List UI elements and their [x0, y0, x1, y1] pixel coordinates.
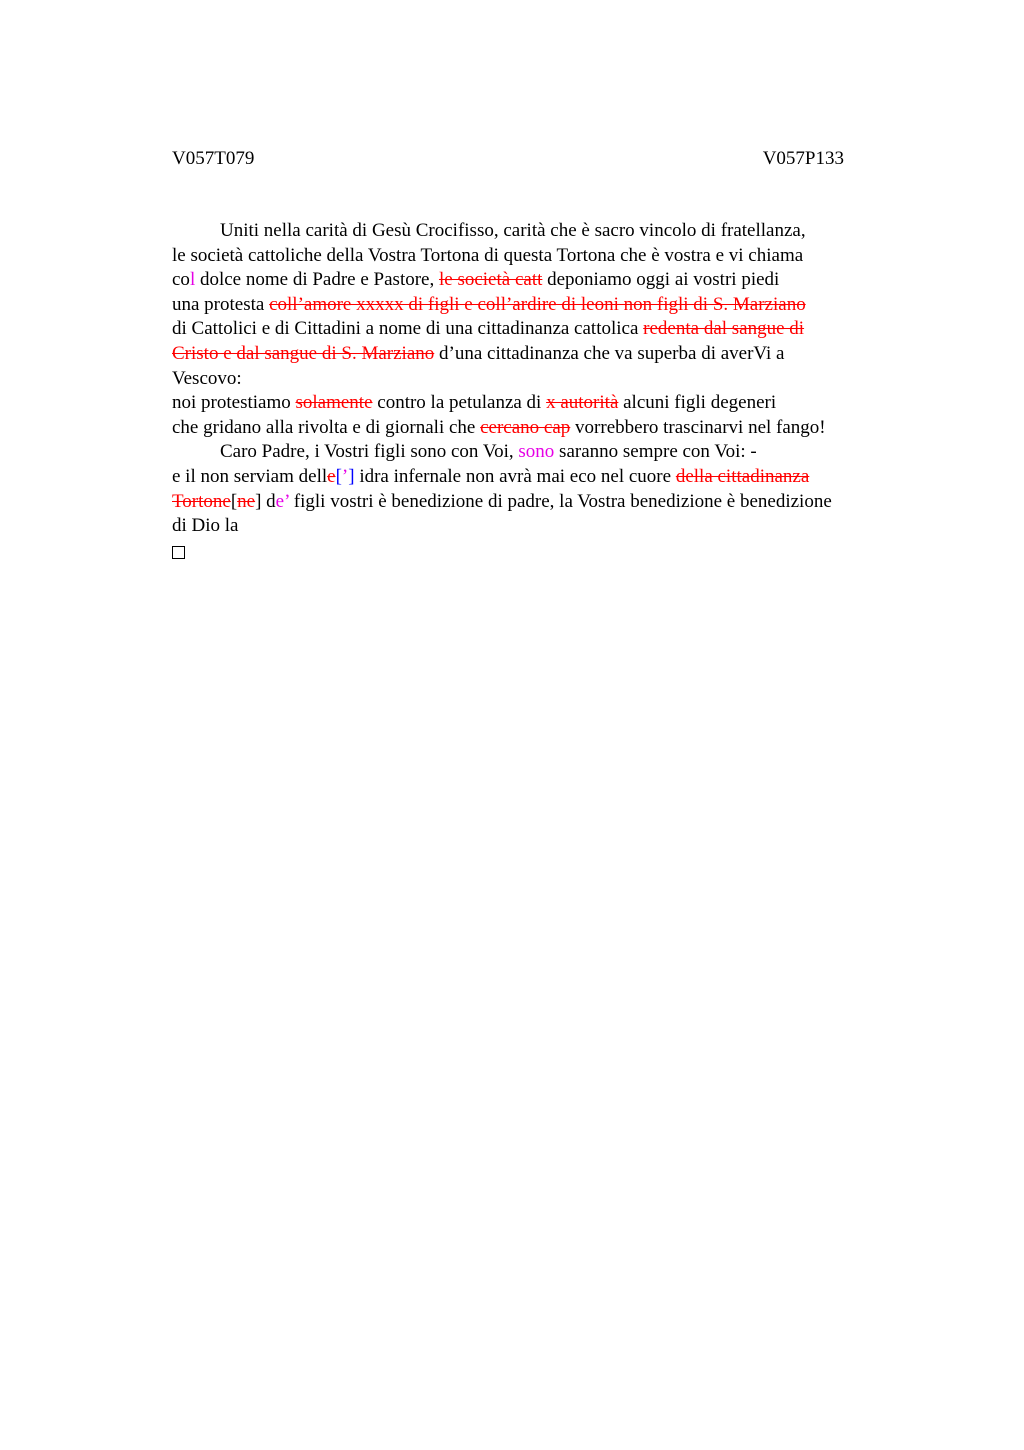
text-line [172, 293, 902, 318]
inserted-text: l [189, 269, 196, 291]
text-line [172, 416, 902, 441]
text-segment: una protesta [172, 293, 270, 315]
text-segment: deponiamo oggi ai vostri piedi [542, 269, 780, 291]
text-segment: le società cattoliche della Vostra Tortona di questa Tortona che è vostra e vi chiama [172, 244, 804, 266]
text-line [172, 244, 902, 269]
text-segment: figli vostri è benedizione di padre, la Vostra benedizione è benedizione [289, 490, 832, 512]
bracket-mark: [ [335, 465, 342, 487]
deleted-text: ne [237, 490, 256, 512]
text-segment: ] d [255, 490, 276, 512]
deleted-text: Tortone [172, 490, 231, 512]
text-line [172, 391, 902, 416]
text-segment: idra infernale non avrà mai eco nel cuore [354, 465, 676, 487]
text-segment: Caro Padre, i Vostri figli sono con Voi, [220, 441, 519, 463]
empty-checkbox-icon [172, 546, 185, 559]
text-segment: co [172, 269, 190, 291]
text-line [172, 342, 902, 367]
text-segment: Uniti nella carità di Gesù Crocifisso, carità che è sacro vincolo di fratellanza, [220, 220, 806, 241]
deleted-text: e [327, 465, 336, 487]
text-segment: di Cattolici e di Cittadini a nome di una cittadinanza cattolica [172, 318, 644, 340]
document-code-left: V057T079 [172, 148, 255, 169]
deleted-text: coll’amore xxxxx di figli e coll’ardire di leoni non figli di S. Marziano [269, 293, 806, 315]
page-header [172, 147, 844, 171]
text-segment: dolce nome di Padre e Pastore, [195, 269, 439, 291]
deleted-text: le società catt [438, 269, 543, 291]
inserted-text: e’ [275, 490, 290, 512]
text-segment: e il non serviam dell [172, 465, 328, 487]
text-segment: di Dio la [172, 515, 239, 537]
inserted-text: ’ [341, 465, 349, 487]
document-code-right: V057P133 [762, 148, 844, 169]
text-segment: Vescovo: [172, 367, 242, 389]
inserted-text: sono [518, 441, 555, 463]
text-segment: [ [230, 490, 238, 512]
deleted-text: Cristo e dal sangue di S. Marziano [172, 342, 435, 364]
text-line [172, 490, 902, 515]
text-line [172, 219, 902, 244]
text-segment: saranno sempre con Voi: - [554, 441, 757, 463]
text-line [172, 465, 902, 490]
text-segment: alcuni figli degeneri [618, 392, 777, 414]
text-line [172, 514, 902, 539]
text-line [172, 367, 902, 392]
deleted-text: cercano cap [480, 416, 571, 438]
deleted-text: redenta dal sangue di [643, 318, 805, 340]
deleted-text: x autorità [546, 392, 619, 414]
bracket-mark: ] [348, 465, 355, 487]
text-segment: contro la petulanza di [372, 392, 547, 414]
text-line [172, 317, 902, 342]
document-body [172, 219, 902, 559]
text-segment: vorrebbero trascinarvi nel fango! [570, 416, 826, 438]
text-line [172, 268, 902, 293]
text-segment: che gridano alla rivolta e di giornali che [172, 416, 481, 438]
deleted-text: solamente [295, 392, 373, 414]
text-line [172, 440, 902, 465]
deleted-text: della cittadinanza [675, 465, 810, 487]
text-segment: d’una cittadinanza che va superba di averVi a [434, 342, 785, 364]
text-segment: noi protestiamo [172, 392, 296, 414]
